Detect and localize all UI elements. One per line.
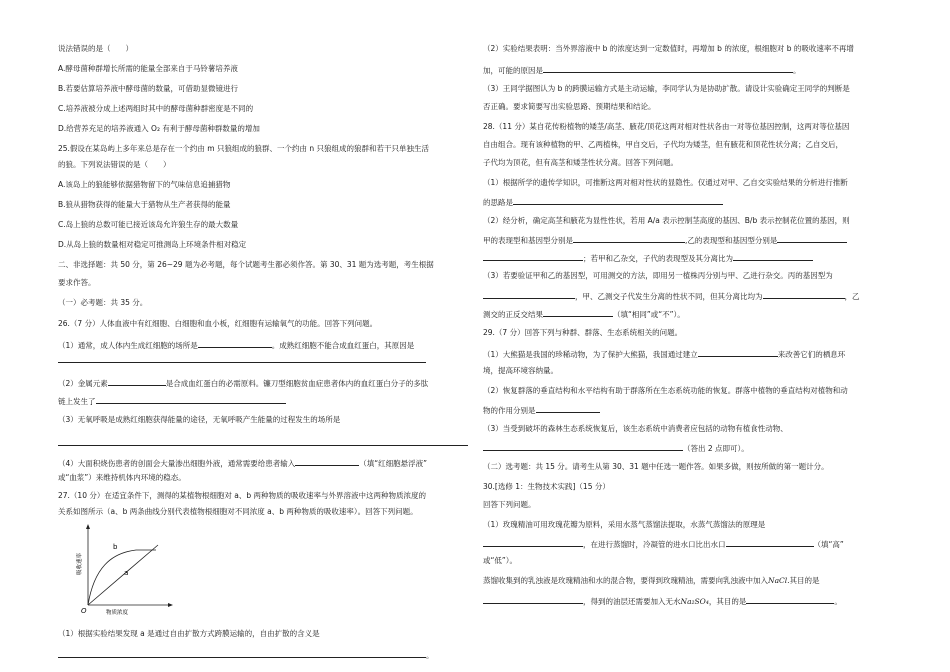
- q30-answer-blank-2[interactable]: [726, 539, 814, 547]
- q30-answer-blank-4[interactable]: [746, 596, 834, 604]
- q28-answer-blank-6[interactable]: [483, 291, 575, 299]
- q28-answer-blank-7[interactable]: [763, 291, 845, 299]
- q30-answer-blank-3[interactable]: [483, 596, 583, 604]
- q25-option-a: A.该岛上的狼能够依据猎物留下的气味信息追捕猎物: [58, 180, 231, 189]
- q28-part2: （2）经分析，确定高茎和腋花为显性性状，若用 A/a 表示控制茎高度的基因、B/b 表示控制花位置的基因，则: [483, 216, 850, 225]
- q25-option-b: B.狼从猎物获得的能量大于猎物从生产者获得的能量: [58, 200, 231, 209]
- q28-answer-blank-8[interactable]: [543, 309, 613, 317]
- q30-stem: 回答下列问题。: [483, 500, 536, 509]
- required-heading: （一）必考题：共 35 分。: [58, 298, 148, 307]
- q27-part1: （1）根据实验结果发现 a 是通过自由扩散方式跨膜运输的，自由扩散的含义是: [58, 629, 320, 638]
- q30-part1-cont-2: 或“低”）。: [483, 556, 518, 565]
- q27-part2-cont: 加，可能的原因是 。: [483, 66, 801, 75]
- q28-stem-cont-1: 自由组合。现有该种植物的甲、乙两植株，甲自交后，子代均为矮茎，但有腋花和顶花性状分离；乙自交后，: [483, 140, 843, 149]
- q28-part2-cont-2: ；若甲和乙杂交，子代的表现型及其分离比为: [483, 253, 813, 263]
- q28-stem: 28.（11 分）某自花传粉植物的矮茎/高茎、腋花/顶花这两对相对性状各由一对等位基因控制，这两对等位基因: [483, 122, 850, 131]
- nacl-formula: NaCl: [768, 576, 788, 585]
- q28-part3: （3）若要验证甲和乙的基因型，可用测交的方法，即用另一植株丙分别与甲、乙进行杂交。丙的基因型为: [483, 271, 833, 280]
- q25-option-d: D.从岛上狼的数量相对稳定可推测岛上环境条件相对稳定: [58, 240, 247, 249]
- q26-part4-cont: 或“血浆”）来维持机体内环境的稳态。: [58, 473, 186, 482]
- q29-part1-cont: 境，提高环境容纳量。: [483, 366, 558, 375]
- x-axis-arrow: [168, 603, 173, 607]
- section-2-heading-cont: 要求作答。: [58, 278, 96, 287]
- q24-option-b: B.若要估算培养液中酵母菌的数量，可借助显微镜进行: [58, 84, 239, 93]
- q29-part2: （2）恢复群落的垂直结构和水平结构有助于群落所在生态系统功能的恢复。群落中植物的垂直结构对植物和动: [483, 386, 848, 395]
- q27-stem: 27.（10 分）在适宜条件下，测得的某植物根细胞对 a、b 两种物质的吸收速率与外界溶液中这两种物质浓度的: [58, 491, 426, 500]
- q28-part3-cont: ，甲、乙测交子代发生分离的性状不同，但其分离比均为 ，乙: [483, 291, 860, 301]
- q26-part1: （1）通常，成人体内生成红细胞的场所是 。成熟红细胞不能合成血红蛋白，其原因是: [58, 341, 415, 350]
- q26-stem: 26.（7 分）人体血液中有红细胞、白细胞和血小板，红细胞有运输氧气的功能。回答下列问题。: [58, 319, 378, 328]
- q26-answer-blank-4[interactable]: [295, 458, 359, 466]
- absorption-rate-graph: [66, 523, 176, 615]
- q26-answer-line-1b[interactable]: [58, 362, 426, 363]
- q30-part1: （1）玫瑰精油可用玫瑰花瓣为原料，采用水蒸气蒸馏法提取，水蒸气蒸馏法的原理是: [483, 520, 766, 529]
- q26-answer-blank-1[interactable]: [198, 340, 272, 348]
- q28-answer-blank-3[interactable]: [777, 235, 847, 243]
- elective-heading: （二）选考题：共 15 分。请考生从第 30、31 题中任选一题作答。如果多做，则按所做的第一题计分。: [483, 462, 829, 471]
- q24-option-d: D.给营养充足的培养液通入 O₂ 有利于酵母菌种群数量的增加: [58, 124, 260, 133]
- q27-part2: （2）实验结果表明：当外界溶液中 b 的浓度达到一定数值时，再增加 b 的浓度，根细胞对 b 的吸收速率不再增: [483, 44, 854, 53]
- q25-option-c: C.岛上狼的总数可能已接近该岛允许狼生存的最大数量: [58, 220, 239, 229]
- q26-part2-cont: 链上发生了: [58, 396, 286, 406]
- q28-part1-cont: 的思路是: [483, 197, 723, 207]
- q26-part4: （4）大面积烧伤患者的创面会大量渗出细胞外液，通常需要给患者输入 （填“红细胞悬浮液”: [58, 459, 428, 468]
- q26-part3: （3）无氧呼吸是成熟红细胞获得能量的途径，无氧呼吸产生能量的过程发生的场所是: [58, 415, 341, 424]
- x-axis-label: 物质浓度: [106, 610, 129, 615]
- y-axis-arrow: [86, 524, 90, 529]
- q24-stem-end: 说法错误的是（ ）: [58, 44, 133, 53]
- q26-part2: （2）金属元素 是合成血红蛋白的必需原料。镰刀型细胞贫血症患者体内的血红蛋白分子的多肽: [58, 379, 429, 388]
- q25-stem: 25.假设在某岛屿上多年来总是存在一个约由 m 只狼组成的狼群、一个约由 n 只狼组成的狼群和若干只单独生活: [58, 144, 430, 153]
- absorption-rate-figure: [66, 523, 176, 615]
- q24-option-a: A.酵母菌种群增长所需的能量全部来自于马铃薯培养液: [58, 64, 238, 73]
- q29-answer-blank-2[interactable]: [536, 405, 600, 413]
- section-2-heading: 二、非选择题：共 50 分，第 26~29 题为必考题，每个试题考生都必须作答。第 30、31 题为选考题，考生根据: [58, 260, 434, 269]
- q26-answer-line-3[interactable]: [58, 445, 468, 446]
- q28-part1: （1）根据所学的遗传学知识，可推断这两对相对性状的显隐性。仅通过对甲、乙自交实验结果的分析进行推断: [483, 178, 848, 187]
- q28-answer-blank-2[interactable]: [573, 235, 685, 243]
- origin-label: O: [81, 607, 87, 615]
- q30-part1-cont: ，在进行蒸馏时，冷凝管的进水口比出水口 （填“高”: [483, 539, 844, 549]
- y-axis-label: 吸收速率: [77, 552, 83, 575]
- q29-part2-cont: 物的作用分别是: [483, 405, 600, 415]
- curve-a-label: a: [124, 569, 129, 577]
- q27-part3: （3）王同学据图认为 b 的跨膜运输方式是主动运输，李同学认为是协助扩散。请设计实验确定王同学的判断是: [483, 84, 850, 93]
- curve-b-label: b: [113, 543, 118, 551]
- q30-part2: 蒸馏收集到的乳浊液是玫瑰精油和水的混合物，要得到玫瑰精油，需要向乳浊液中加入NaCl.其目的是: [483, 576, 820, 585]
- q28-part2-cont: 甲的表现型和基因型分别是 ,乙的表现型和基因型分别是: [483, 235, 847, 245]
- q30-heading: 30.[选修 1：生物技术实践]（15 分）: [483, 482, 610, 491]
- q30-part2-cont: ，得到的油层还需要加入无水Na₂SO₄，其目的是 。: [483, 596, 842, 606]
- q30-answer-blank-1[interactable]: [483, 539, 583, 547]
- q28-answer-blank-1[interactable]: [513, 197, 723, 205]
- q29-part1: （1）大熊猫是我国的珍稀动物，为了保护大熊猫，我国通过建立 来改善它们的栖息环: [483, 350, 846, 359]
- q28-part3-cont-2: 测交的正反交结果 （填“相同”或“不”）。: [483, 310, 685, 319]
- q27-stem-cont: 关系如图所示（a、b 两条曲线分别代表植物根细胞对不同浓度 a、b 两种物质的吸收速率）。回答下列问题。: [58, 507, 418, 516]
- q29-part3: （3）当受到破坏的森林生态系统恢复后，该生态系统中消费者应包括的动物有植食性动物、: [483, 424, 788, 433]
- q24-option-c: C.培养液被分成上述两组时其中的酵母菌种群密度是不同的: [58, 104, 254, 113]
- q29-part3-cont: （答出 2 点即可）。: [483, 443, 749, 453]
- q28-stem-cont-2: 子代均为顶花，但有高茎和矮茎性状分离。回答下列问题。: [483, 158, 678, 167]
- na2so4-formula: Na₂SO₄: [680, 597, 709, 606]
- curve-a: [88, 545, 158, 605]
- q29-stem: 29.（7 分）回答下列与种群、群落、生态系统相关的问题。: [483, 328, 683, 337]
- q29-answer-blank-1[interactable]: [698, 349, 778, 357]
- q25-stem-cont: 的狼。下列说法错误的是（ ）: [58, 160, 171, 169]
- q27-answer-blank-2[interactable]: [543, 65, 793, 73]
- q27-part1-answer: 。: [58, 650, 434, 660]
- q28-answer-blank-4[interactable]: [483, 253, 583, 261]
- q27-part3-cont: 否正确。要求简要写出实验思路、预期结果和结论。: [483, 102, 656, 111]
- q27-answer-line-1[interactable]: [58, 650, 426, 658]
- q29-answer-blank-3[interactable]: [483, 443, 683, 451]
- q26-answer-blank-3[interactable]: [96, 396, 286, 404]
- q26-answer-blank-2[interactable]: [108, 378, 166, 386]
- q28-answer-blank-5[interactable]: [733, 253, 813, 261]
